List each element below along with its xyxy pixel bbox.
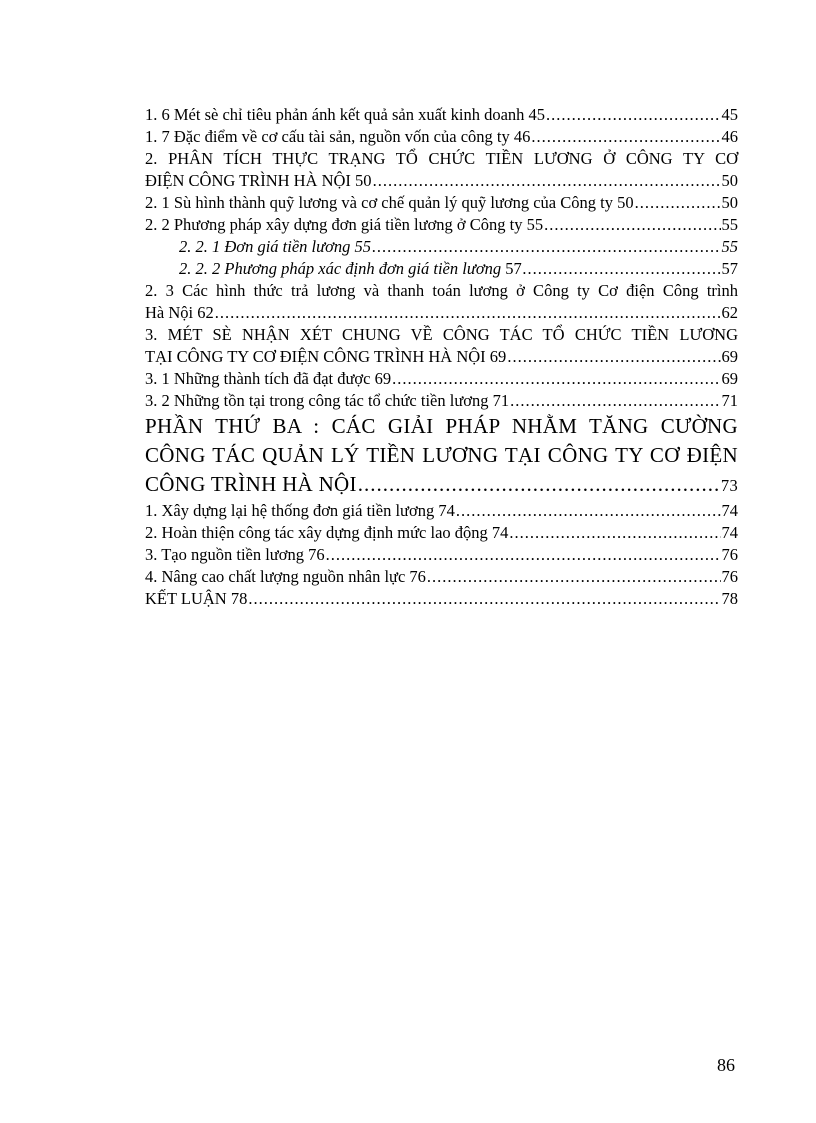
toc-entry[interactable] [145, 588, 738, 610]
toc-entry-title: 2. Hoàn thiện công tác xây dựng định mức lao động 74 [145, 523, 509, 542]
toc-entry[interactable] [145, 192, 738, 214]
toc-entry[interactable] [145, 104, 738, 126]
toc-entry-title: KẾT LUẬN 78 [145, 589, 248, 608]
toc-entry-title: 4. Nâng cao chất lượng nguồn nhân lực 76 [145, 567, 426, 586]
leader-dots [248, 588, 720, 610]
toc-entry-page: 45 [721, 105, 738, 124]
toc-entry[interactable] [145, 500, 738, 522]
toc-entry-page: 76 [721, 567, 738, 586]
toc-entry-title: 1. 6 Mét sè chỉ tiêu phản ánh kết quả sản xuất kinh doanh 45 [145, 105, 546, 124]
toc-entry-page: 74 [721, 523, 738, 542]
toc-entry-title-line: 2. PHÂN TÍCH THỰC TRẠNG TỔ CHỨC TIỀN LƯƠNG Ở CÔNG TY CƠ [145, 149, 738, 168]
toc-entry-title: 3. 2 Những tồn tại trong công tác tổ chức tiền lương 71 [145, 391, 510, 410]
table-of-contents [145, 104, 738, 610]
toc-entry-title: CÔNG TRÌNH HÀ NỘI [145, 472, 357, 496]
leader-dots [507, 346, 720, 368]
toc-entry-page: 50 [721, 171, 738, 190]
page-number: 86 [717, 1055, 735, 1075]
toc-entry-page: 55 [721, 215, 738, 234]
toc-entry-page: 76 [721, 545, 738, 564]
toc-entry-title: 1. Xây dựng lại hệ thống đơn giá tiền lương 74 [145, 501, 455, 520]
toc-entry[interactable] [145, 544, 738, 566]
toc-entry-part[interactable] [145, 412, 738, 500]
toc-entry[interactable] [145, 236, 738, 258]
toc-entry-title-line: PHẦN THỨ BA : CÁC GIẢI PHÁP NHẰM TĂNG CƯỜNG [145, 414, 738, 438]
leader-dots [546, 104, 720, 126]
toc-entry-page: 69 [721, 347, 738, 366]
toc-entry-title: 2. 2. 1 Đơn giá tiền lương 55 [179, 237, 372, 256]
leader-dots [372, 236, 720, 258]
leader-dots [523, 258, 721, 280]
toc-entry[interactable] [145, 280, 738, 324]
toc-entry[interactable] [145, 258, 738, 280]
toc-entry[interactable] [145, 214, 738, 236]
toc-entry-title-main: 2. 2. 2 Phương pháp xác định đơn giá tiền lương [179, 259, 502, 278]
toc-entry[interactable] [145, 390, 738, 412]
toc-entry-page: 69 [721, 369, 738, 388]
toc-entry[interactable] [145, 566, 738, 588]
toc-entry-page: 55 [721, 237, 738, 256]
leader-dots [531, 126, 720, 148]
toc-entry-title: TẠI CÔNG TY CƠ ĐIỆN CÔNG TRÌNH HÀ NỘI 69 [145, 347, 507, 366]
leader-dots [544, 214, 720, 236]
toc-entry-page: 46 [721, 127, 738, 146]
toc-entry-title-tail: 57 [501, 259, 522, 278]
leader-dots [358, 470, 720, 499]
toc-entry[interactable] [145, 522, 738, 544]
toc-entry-title-line: 2. 3 Các hình thức trả lương và thanh toán lương ở Công ty Cơ điện Công trình [145, 281, 738, 300]
leader-dots [510, 390, 720, 412]
toc-entry-page: 57 [721, 259, 738, 278]
toc-entry[interactable] [145, 148, 738, 192]
toc-entry-title [179, 258, 522, 280]
toc-entry-page: 73 [720, 476, 738, 495]
toc-entry-title: 1. 7 Đặc điểm về cơ cấu tài sản, nguồn vốn của công ty 46 [145, 127, 531, 146]
leader-dots [326, 544, 721, 566]
toc-entry[interactable] [145, 126, 738, 148]
toc-entry-title-line: 3. MÉT SÈ NHẬN XÉT CHUNG VỀ CÔNG TÁC TỔ CHỨC TIỀN LƯƠNG [145, 325, 738, 344]
leader-dots [456, 500, 721, 522]
leader-dots [509, 522, 720, 544]
toc-entry-title: 3. Tạo nguồn tiền lương 76 [145, 545, 325, 564]
toc-entry-title-line: CÔNG TÁC QUẢN LÝ TIỀN LƯƠNG TẠI CÔNG TY CƠ ĐIỆN [145, 443, 738, 467]
toc-entry-title: 3. 1 Những thành tích đã đạt được 69 [145, 369, 392, 388]
toc-entry-page: 71 [721, 391, 738, 410]
leader-dots [427, 566, 721, 588]
toc-entry-title: 2. 1 Sù hình thành quỹ lương và cơ chế quản lý quỹ lương của Công ty 50 [145, 193, 634, 212]
toc-entry-page: 78 [721, 589, 738, 608]
toc-entry-page: 50 [721, 193, 738, 212]
toc-entry-page: 74 [721, 501, 738, 520]
leader-dots [215, 302, 721, 324]
toc-entry-title: ĐIỆN CÔNG TRÌNH HÀ NỘI 50 [145, 171, 372, 190]
toc-entry[interactable] [145, 368, 738, 390]
leader-dots [635, 192, 721, 214]
toc-entry[interactable] [145, 324, 738, 368]
leader-dots [373, 170, 721, 192]
toc-entry-title: 2. 2 Phương pháp xây dựng đơn giá tiền lương ở Công ty 55 [145, 215, 544, 234]
leader-dots [392, 368, 720, 390]
toc-entry-title: Hà Nội 62 [145, 303, 214, 322]
toc-entry-page: 62 [721, 303, 738, 322]
